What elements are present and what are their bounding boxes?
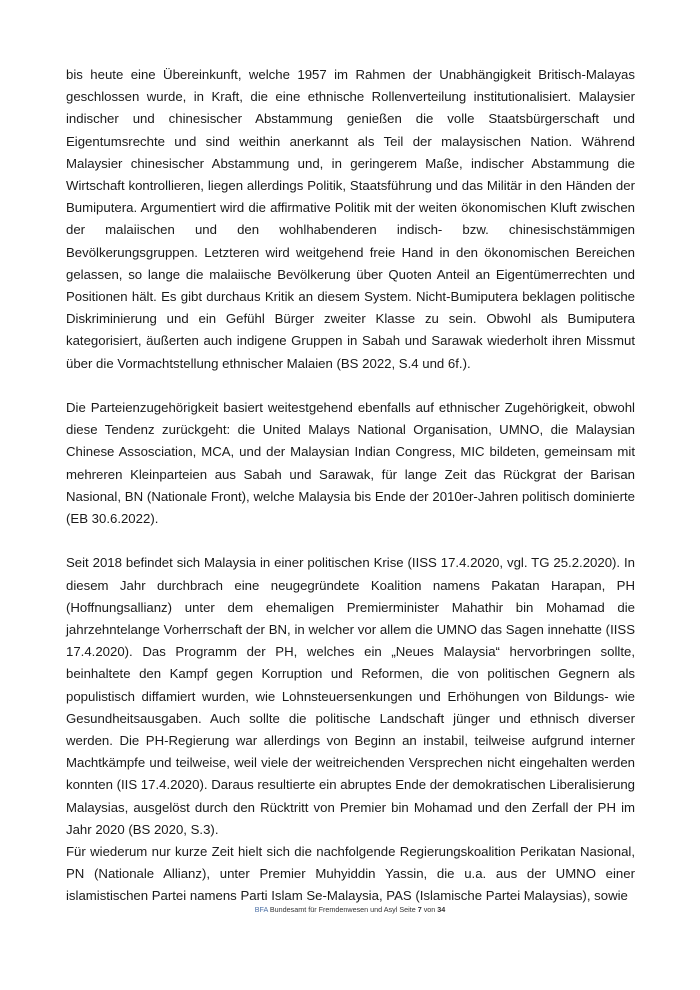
page-footer bbox=[0, 905, 700, 914]
document-body bbox=[66, 64, 635, 908]
footer-page-total: 34 bbox=[437, 905, 446, 914]
paragraph-party-affiliation: Die Parteienzugehörigkeit basiert weitestgehend ebenfalls auf ethnischer Zugehörigkeit, obwohl diese Tendenz zurückgeht: die United Malays National Organisation, UMNO, die Malaysian Chinese Assosciation, MCA, und der Malaysian Indian Congress, MIC bildeten, gemeinsam mit mehreren Kleinparteien aus Sabah und Sarawak, für lange Zeit das Rückgrat der Barisan Nasional, BN (Nationale Front), welche Malaysia bis Ende der 2010er-Jahren politisch dominierte (EB 30.6.2022). bbox=[66, 400, 635, 527]
footer-text: Bundesamt für Fremdenwesen und Asyl Seite bbox=[269, 905, 416, 914]
paragraph-political-crisis: Seit 2018 befindet sich Malaysia in einer politischen Krise (IISS 17.4.2020, vgl. TG 25.2.2020). In diesem Jahr durchbrach eine neugegründete Koalition namens Pakatan Harapan, PH (Hoffnungsallianz) unter dem ehemaligen Premierminister Mahathir bin Mohamad die jahrzehntelange Vorherrschaft der BN, in welcher vor allem die UMNO das Sagen innehatte (IISS 17.4.2020). Das Programm der PH, welches ein „Neues Malaysia“ hervorbringen sollte, beinhaltete den Kampf gegen Korruption und Reformen, die von politischen Gegnern als populistisch diffamiert wurden, wie Lohnsteuersenkungen und Erhöhungen von Bildungs- wie Gesundheitsausgaben. Auch sollte die politische Landschaft jünger und ethnisch diverser werden. Die PH-Regierung war allerdings von Beginn an instabil, teilweise aufgrund interner Machtkämpfe und teilweise, weil viele der weitreichenden Versprechen nicht eingehalten werden konnten (IIS 17.4.2020). Daraus resultierte ein abruptes Ende der demokratischen Liberalisierung Malaysias, ausgelöst durch den Rücktritt von Premier bin Mohamad und den Zerfall der PH im Jahr 2020 (BS 2020, S.3). bbox=[66, 555, 635, 837]
footer-of: von bbox=[423, 905, 436, 914]
paragraph-ethnic-roles: bis heute eine Übereinkunft, welche 1957 im Rahmen der Unabhängigkeit Britisch-Malayas geschlossen wurde, in Kraft, die eine ethnische Rollenverteilung institutionalisiert. Malaysier indischer und chinesischer Abstammung genießen die volle Staatsbürgerschaft und Eigentumsrechte und sind weithin anerkannt als Teil der malaysischen Nation. Während Malaysier chinesischer Abstammung und, in geringerem Maße, indischer Abstammung die Wirtschaft kontrollieren, liegen allerdings Politik, Staatsführung und das Militär in den Händen der Bumiputera. Argumentiert wird die affirmative Politik mit der weiten ökonomischen Kluft zwischen der malaiischen und den wohlhabenderen indisch- bzw. chinesischstämmigen Bevölkerungsgruppen. Letzteren wird weitgehend freie Hand in den ökonomischen Bereichen gelassen, so lange die malaiische Bevölkerung über Quoten Anteil an Eigentümerrechten und Positionen hält. Es gibt durchaus Kritik an diesem System. Nicht-Bumiputera beklagen politische Diskriminierung und ein Gefühl Bürger zweiter Klasse zu sein. Obwohl als Bumiputera kategorisiert, äußerten auch indigene Gruppen in Sabah und Sarawak wiederholt ihren Missmut über die Vormachtstellung ethnischer Malaien (BS 2022, S.4 und 6f.). bbox=[66, 67, 635, 371]
footer-brand: BFA bbox=[254, 905, 268, 914]
footer-page-number: 7 bbox=[417, 905, 422, 914]
paragraph-perikatan-nasional: Für wiederum nur kurze Zeit hielt sich die nachfolgende Regierungskoalition Perikatan Nasional, PN (Nationale Allianz), unter Premier Muhyiddin Yassin, die u.a. aus der UMNO einer islamistischen Partei namens Parti Islam Se-Malaysia, PAS (Islamische Partei Malaysias), sowie bbox=[66, 844, 635, 904]
